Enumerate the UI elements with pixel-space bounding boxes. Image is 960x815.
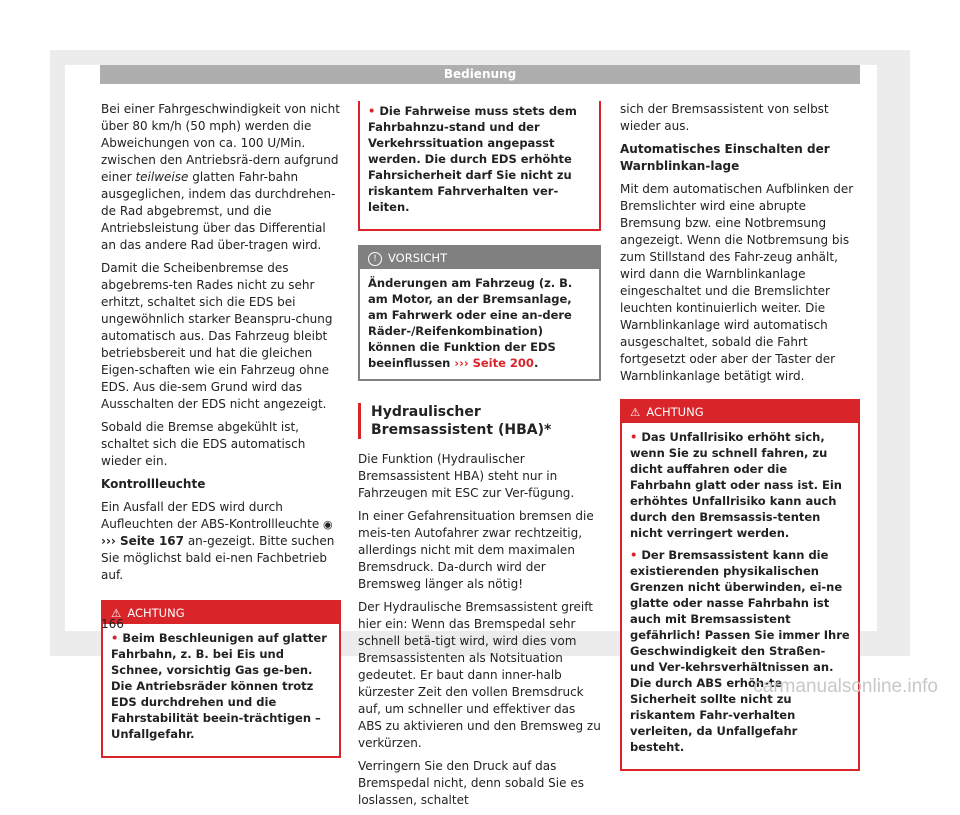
warning-box (620, 399, 860, 771)
column-1 (101, 101, 341, 758)
paragraph: Ein Ausfall der EDS wird durch Aufleuchten der ABS-Kontrollleuchte ◉ ››› Seite 167 an-gezeigt. Bitte suchen Sie möglichst bald ei-nen Fachbetrieb auf. (101, 500, 335, 582)
watermark: carmanualsonline.info (753, 676, 938, 697)
page-number: 166 (101, 617, 124, 631)
paragraph: Mit dem automatischen Aufblinken der Bremslichter wird eine abrupte Bremsung bzw. eine Notbremsung angezeigt. Wenn die Notbremsung bis zum Stillstand des Fahr-zeug anhält, wird dann die Warnblinkanlage eingeschaltet und die Bremslichter leuchten kontinuierlich weiter. Die Warnblinkanlage wird automatisch ausgeschaltet, sobald die Fahrt fortgesetzt oder aber der Taster der Warnblinkanlage betätigt wird. (620, 182, 854, 383)
warning-box (101, 600, 341, 758)
caution-box-header: ! VORSICHT (360, 247, 599, 269)
warning-bullet: • Die Fahrweise muss stets dem Fahrbahnzu-stand und der Verkehrssituation angepasst werden. Die durch EDS erhöhte Fahrsicherheit darf Sie nicht zu riskantem Fahrverhalten ver-leiten. (368, 104, 577, 214)
warning-box-continued (358, 101, 601, 231)
paragraph: Sobald die Bremse abgekühlt ist, schaltet sich die EDS automatisch wieder ein. (101, 420, 306, 468)
paragraph: Verringern Sie den Druck auf das Bremspedal nicht, denn sobald Sie es loslassen, schaltet (358, 759, 584, 807)
warning-triangle-icon: ⚠ (111, 606, 122, 620)
bullet-icon: • (630, 430, 638, 444)
warning-bullet: • Der Bremsassistent kann die existierenden physikalischen Grenzen nicht überwinden, ei-ne glatte oder nasse Fahrbahn ist auch mit Bremsassistent gefährlich! Passen Sie immer Ihre Geschwindigkeit den Straßen- und Ver-kehrsverhältnissen an. Die durch ABS erhöh-te Sicherheit sollte nicht zu riskantem Fahr-verhalten verleiten, da Unfallgefahr besteht. (630, 548, 850, 754)
paragraph: Bei einer Fahrgeschwindigkeit von nicht über 80 km/h (50 mph) werden die Abweichungen von ca. 100 U/Min. zwischen den Antriebsrä-dern aufgrund einer teilweise glatten Fahr-bahn ausgeglichen, indem das durchdrehen-de Rad abgebremst, und die Antriebsleistung über das Differential an das andere Rad über-tragen wird. (101, 102, 340, 252)
column-3 (620, 101, 860, 771)
warning-bullet: • Das Unfallrisiko erhöht sich, wenn Sie zu schnell fahren, zu dicht auffahren oder die Fahrbahn glatt oder nass ist. Ein erhöhtes Unfallrisiko kann auch durch den Bremsassis-tenten nicht verringert werden. (630, 430, 842, 540)
info-circle-icon: ! (368, 252, 382, 266)
section-title: Hydraulischer Bremsassistent (HBA)* (358, 403, 601, 439)
caution-box: ! VORSICHT Änderungen am Fahrzeug (z. B. am Motor, an der Bremsanlage, am Fahrwerk oder eine an-dere Räder-/Reifenkombination) können die Funktion der EDS beeinflussen ››› Seite 200. (358, 245, 601, 381)
warning-box-header: ⚠ ACHTUNG (103, 602, 339, 624)
paragraph: Der Hydraulische Bremsassistent greift hier ein: Wenn das Bremspedal sehr schnell betä-tigt wird, wird dies vom Bremsassistenten als Notsituation gedeutet. Er baut dann inner-halb kürzester Zeit den vollen Bremsdruck auf, um schneller und effektiver das ABS zu aktivieren und den Bremsweg zu verkürzen. (358, 600, 601, 750)
subheading: Kontrollleuchte (101, 477, 206, 491)
warning-bullet: • Beim Beschleunigen auf glatter Fahrbahn, z. B. bei Eis und Schnee, vorsichtig Gas ge-ben. Die Antriebsräder können trotz EDS durchdrehen und die Fahrstabilität beein-trächtigen – Unfallgefahr. (111, 631, 327, 741)
warning-box-header: ⚠ ACHTUNG (622, 401, 858, 423)
bullet-icon: • (630, 548, 638, 562)
subheading: Automatisches Einschalten der Warnblinkan-lage (620, 142, 830, 173)
bullet-icon: • (368, 104, 376, 118)
warning-triangle-icon: ⚠ (630, 405, 641, 419)
header-title: Bedienung (100, 65, 860, 84)
page-reference-link[interactable]: ››› Seite 167 (101, 534, 185, 548)
abs-warning-lamp-icon: ◉ (323, 518, 333, 531)
page-reference-link[interactable]: ››› Seite 200 (454, 356, 534, 370)
paragraph: sich der Bremsassistent von selbst wieder aus. (620, 102, 829, 133)
paragraph: Die Funktion (Hydraulischer Bremsassistent HBA) steht nur in Fahrzeugen mit ESC zur Ver-fügung. (358, 452, 575, 500)
paragraph: Damit die Scheibenbremse des abgebrems-ten Rades nicht zu sehr erhitzt, schaltet sich die EDS bei ungewöhnlich starker Beanspru-chung automatisch aus. Das Fahrzeug bleibt betriebsbereit und hat die gleichen Eigen-schaften wie ein Fahrzeug ohne EDS. Aus die-sem Grund wird das Ausschalten der EDS nicht angezeigt. (101, 261, 333, 411)
bullet-icon: • (111, 631, 119, 645)
paragraph: In einer Gefahrensituation bremsen die meis-ten Autofahrer zwar rechtzeitig, allerdings nicht mit dem maximalen Bremsdruck. Da-durch wird der Bremsweg länger als nötig! (358, 509, 594, 591)
